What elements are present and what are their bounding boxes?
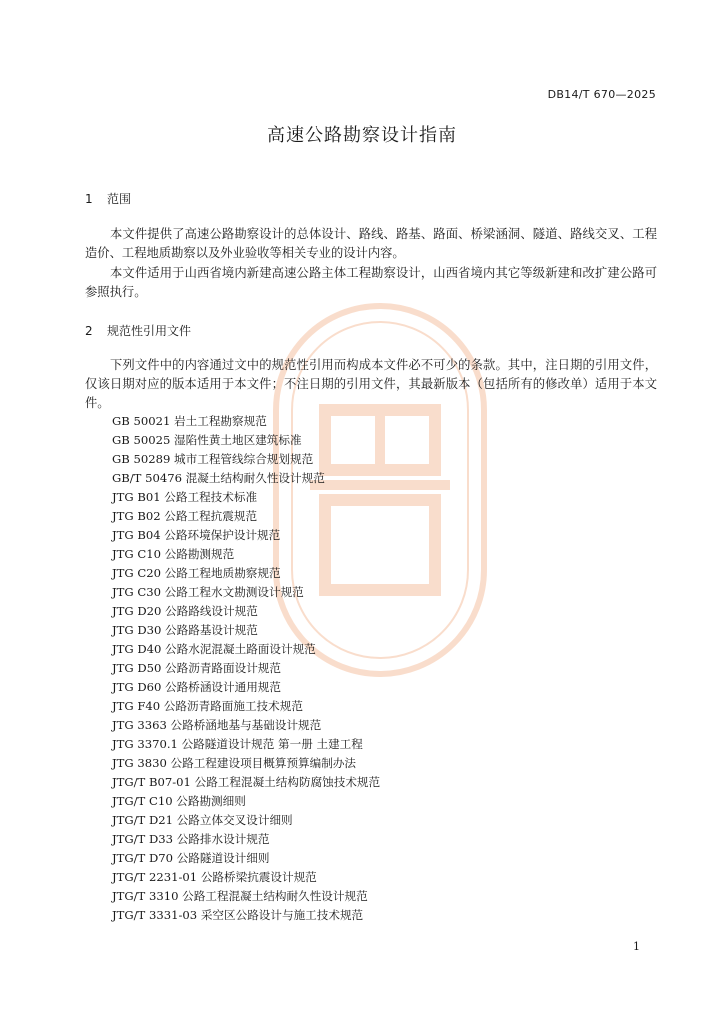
- reference-item: JTG B04 公路环境保护设计规范: [112, 528, 281, 542]
- reference-item: JTG 3830 公路工程建设项目概算预算编制办法: [112, 756, 357, 770]
- scope-paragraph-1: 本文件提供了高速公路勘察设计的总体设计、路线、路基、路面、桥梁涵洞、隧道、路线交叉、工程造价、工程地质勘察以及外业验收等相关专业的设计内容。: [85, 227, 657, 260]
- reference-item: JTG D30 公路路基设计规范: [112, 623, 258, 637]
- page-number: 1: [633, 940, 640, 953]
- reference-item: JTG D60 公路桥涵设计通用规范: [112, 680, 281, 694]
- section-title: 范围: [107, 192, 132, 206]
- reference-item: JTG/T D21 公路立体交叉设计细则: [112, 813, 293, 827]
- reference-item: JTG D50 公路沥青路面设计规范: [112, 661, 281, 675]
- section-heading-normative-references: [85, 322, 191, 339]
- reference-item: GB 50025 湿陷性黄土地区建筑标准: [112, 433, 302, 447]
- reference-item: JTG 3370.1 公路隧道设计规范 第一册 土建工程: [112, 737, 363, 751]
- reference-item: JTG/T D33 公路排水设计规范: [112, 832, 270, 846]
- reference-item: JTG B02 公路工程抗震规范: [112, 509, 258, 523]
- reference-item: JTG C30 公路工程水文勘测设计规范: [112, 585, 304, 599]
- reference-item: GB 50289 城市工程管线综合规划规范: [112, 452, 314, 466]
- section-number: 1: [85, 192, 93, 206]
- reference-item: JTG F40 公路沥青路面施工技术规范: [112, 699, 303, 713]
- section-number: 2: [85, 324, 93, 338]
- reference-item: JTG/T 3310 公路工程混凝土结构耐久性设计规范: [112, 889, 368, 903]
- document-code: DB14/T 670—2025: [547, 88, 656, 101]
- reference-item: JTG C20 公路工程地质勘察规范: [112, 566, 281, 580]
- scope-paragraph-2: 本文件适用于山西省境内新建高速公路主体工程勘察设计，山西省境内其它等级新建和改扩建公路可参照执行。: [85, 266, 657, 299]
- references-intro-paragraph: 下列文件中的内容通过文中的规范性引用而构成本文件必不可少的条款。其中，注日期的引用文件，仅该日期对应的版本适用于本文件；不注日期的引用文件，其最新版本（包括所有的修改单）适用于本文件。: [85, 358, 657, 410]
- reference-item: JTG/T 3331-03 采空区公路设计与施工技术规范: [112, 908, 364, 922]
- reference-item: JTG 3363 公路桥涵地基与基础设计规范: [112, 718, 322, 732]
- reference-item: JTG/T D70 公路隧道设计细则: [112, 851, 270, 865]
- reference-list: [112, 412, 380, 925]
- document-title: 高速公路勘察设计指南: [267, 125, 457, 146]
- section-heading-scope: [85, 190, 131, 207]
- reference-item: JTG D20 公路路线设计规范: [112, 604, 258, 618]
- reference-item: GB/T 50476 混凝土结构耐久性设计规范: [112, 471, 325, 485]
- section-title: 规范性引用文件: [107, 324, 192, 338]
- reference-item: JTG/T 2231-01 公路桥梁抗震设计规范: [112, 870, 317, 884]
- reference-item: JTG/T C10 公路勘测细则: [112, 794, 246, 808]
- reference-item: JTG D40 公路水泥混凝土路面设计规范: [112, 642, 316, 656]
- reference-item: JTG B01 公路工程技术标准: [112, 490, 258, 504]
- reference-item: JTG C10 公路勘测规范: [112, 547, 235, 561]
- reference-item: GB 50021 岩土工程勘察规范: [112, 414, 267, 428]
- reference-item: JTG/T B07-01 公路工程混凝土结构防腐蚀技术规范: [112, 775, 381, 789]
